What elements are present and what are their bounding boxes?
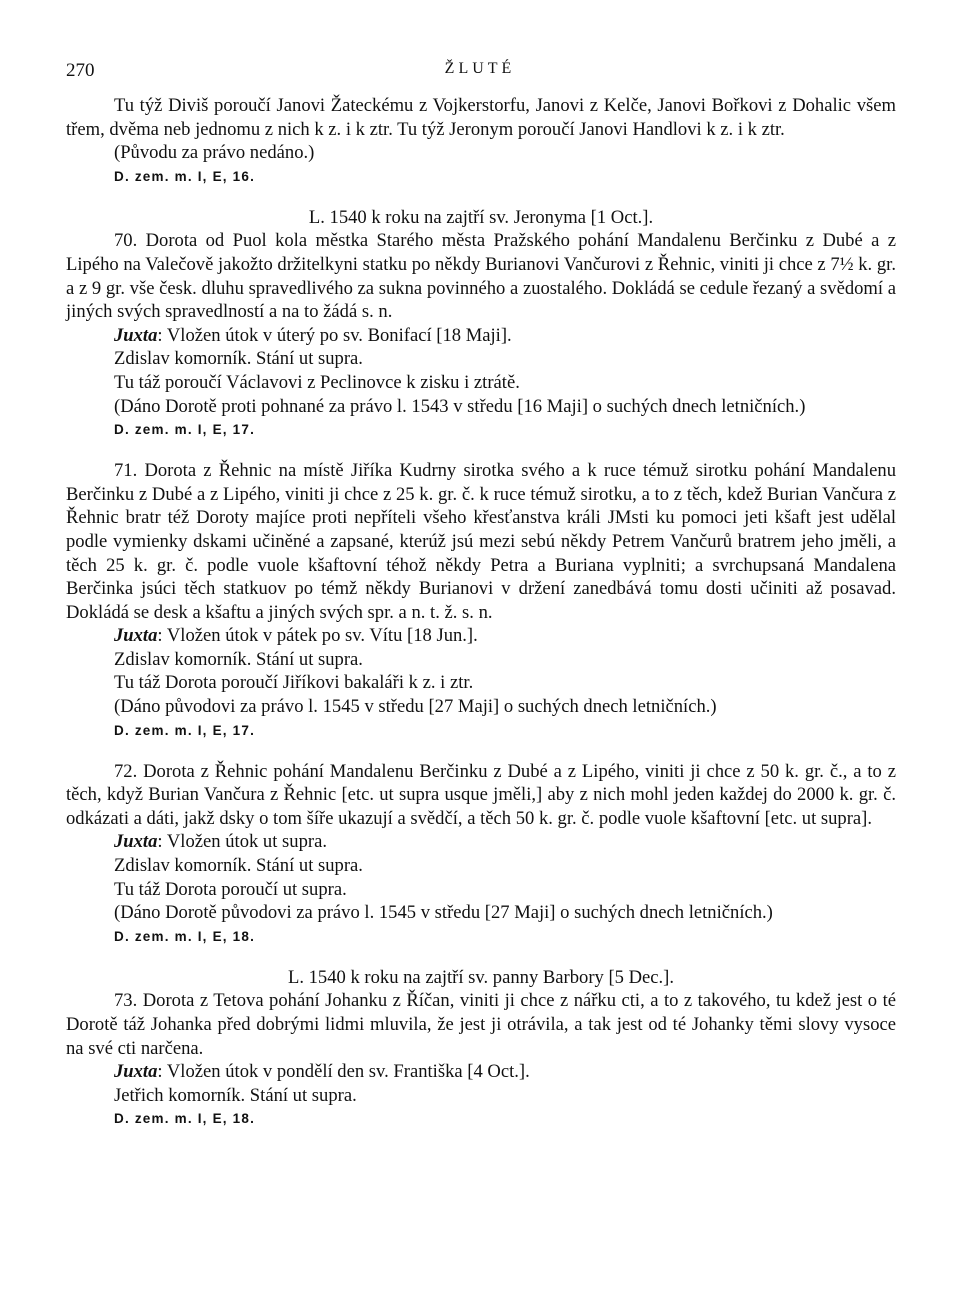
entry-72-line: Zdislav komorník. Stání ut supra. — [114, 855, 363, 877]
juxta-label: Juxta — [114, 1061, 158, 1083]
juxta-label: Juxta — [114, 831, 158, 853]
juxta-text: : Vložen útok v úterý po sv. Bonifací [18 Maji]. — [157, 324, 512, 346]
page-body — [66, 94, 896, 1130]
entry-72-text: 72. Dorota z Řehnic pohání Mandalenu Berčinku z Dubé a z Lipého, viniti ji chce z 50 k. gr. č., a to z těch, když Burian Vančura z Řehnic [etc. ut supra usque jměli,] aby z nich mohl jeden každej do 2000 k. gr. č. odkázati a dáti, jakž dsky o tom šíře ukazují a svědčí, a těch 50 k. gr. č. podle vuole kšaftovní [etc. ut supra]. — [66, 760, 896, 829]
entry-70-juxta — [66, 324, 896, 348]
entry-69-note: (Původu za právo nedáno.) — [114, 142, 315, 164]
entry-70-source: D. zem. m. I, E, 17. — [114, 422, 256, 438]
juxta-label: Juxta — [114, 625, 158, 647]
entry-72-juxta — [66, 830, 896, 854]
juxta-label: Juxta — [114, 324, 158, 346]
entry-70-line: Zdislav komorník. Stání ut supra. — [114, 348, 363, 370]
juxta-text: : Vložen útok ut supra. — [157, 831, 327, 853]
juxta-text: : Vložen útok v pondělí den sv. Františka [4 Oct.]. — [157, 1061, 530, 1083]
entry-73-line: Jetřich komorník. Stání ut supra. — [114, 1084, 357, 1106]
juxta-text: : Vložen útok v pátek po sv. Vítu [18 Jun.]. — [157, 625, 478, 647]
entry-72-line: (Dáno Dorotě původovi za právo l. 1545 v středu [27 Maji] o suchých dnech letničních.) — [114, 902, 773, 924]
entry-71-source: D. zem. m. I, E, 17. — [114, 722, 256, 738]
entry-72-line: Tu táž Dorota poroučí ut supra. — [114, 878, 347, 900]
section-heading-1: L. 1540 k roku na zajtří sv. Jeronyma [1 Oct.]. — [308, 206, 654, 228]
entry-73-juxta — [66, 1060, 896, 1084]
running-title: ŽLUTÉ — [444, 60, 516, 77]
entry-71-line: Tu táž Dorota poroučí Jiříkovi bakaláři k z. i ztr. — [114, 672, 474, 694]
entry-71-line: (Dáno původovi za právo l. 1545 v středu [27 Maji] o suchých dnech letničních.) — [114, 696, 717, 718]
entry-72-source: D. zem. m. I, E, 18. — [114, 928, 256, 944]
entry-70-line: (Dáno Dorotě proti pohnané za právo l. 1543 v středu [16 Maji] o suchých dnech letničních.) — [114, 395, 806, 417]
section-heading-2: L. 1540 k roku na zajtří sv. panny Barbory [5 Dec.]. — [287, 966, 675, 988]
entry-73-text: 73. Dorota z Tetova pohání Johanku z Říčan, viniti ji chce z nářku cti, a to z takového, tu kdež jest o té Dorotě táž Johanka před dobrými lidmi mluvila, že jest ji otrávila, a tak jest od té Johanky těmi slovy vysoce na své cti narčena. — [66, 990, 896, 1059]
entry-71-text: 71. Dorota z Řehnic na místě Jiříka Kudrny sirotka svého a k ruce témuž sirotku pohání Mandalenu Berčinku z Dubé a z Lipého, viniti ji chce z 25 k. gr. č. k ruce témuž sirotku, a to z těch, kdež Burian Vančura z Řehnic bratr též Doroty majíce proti nepříteli všeho křesťanstva králi JMsti ku pomoci jeti kšaft jest udělal podle vymienky dskami učiněné a zapsané, kterúž jsú mezi sebú někdy Petrem Vančurů bratrem jeho jměli, a těch 25 k. gr. č. podle vuole kšaftovní téhož někdy Petra a Buriana vyplniti; a svrchupsaná Mandalena Berčinka jsúci těch statkuov po témž někdy Burianovi v držení zanedbává tomu dosti učiniti až posavad. Dokládá se desk a kšaftu a jiných svých spr. a n. t. ž. s. n. — [66, 460, 896, 623]
entry-71-juxta — [66, 624, 896, 648]
entry-71-line: Zdislav komorník. Stání ut supra. — [114, 648, 363, 670]
entry-69-source: D. zem. m. I, E, 16. — [114, 168, 256, 184]
entry-73-source: D. zem. m. I, E, 18. — [114, 1111, 256, 1127]
page-number: 270 — [66, 60, 95, 81]
entry-69-text: Tu týž Diviš poroučí Janovi Žateckému z Vojkerstorfu, Janovi z Kelče, Janovi Bořkovi z Dohalic všem třem, dvěma neb jednomu z nich k z. i k ztr. Tu týž Jeronym poroučí Janovi Handlovi k z. i k ztr. — [66, 95, 896, 140]
entry-70-text: 70. Dorota od Puol kola městka Starého města Pražského pohání Mandalenu Berčinku z Dubé a z Lipého na Valečově jakožto držitelkyni statku po někdy Burianovi Vančurovi z Řehnic, viniti ji chce z 7½ k. gr. a z 9 gr. vše česk. dluhu spravedlivého za sukna povinného a zuostalého. Dokládá se cedule řezaný a svědomí a jiných svých spravedlností a na to žádá s. n. — [66, 230, 896, 323]
entry-70-line: Tu táž poroučí Václavovi z Peclinovce k zisku i ztrátě. — [114, 371, 520, 393]
